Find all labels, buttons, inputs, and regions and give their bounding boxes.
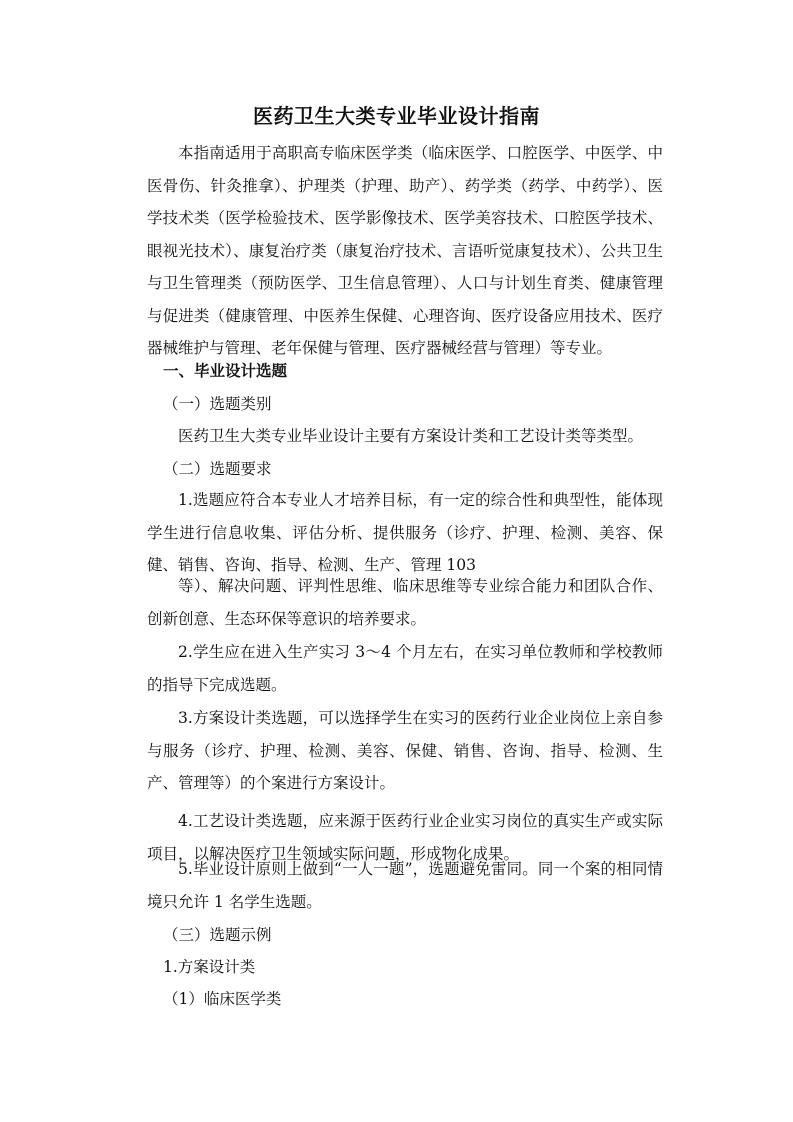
subsection-heading-topic-category: （一）选题类别 <box>163 395 272 413</box>
example-heading-plan-design: 1.方案设计类 <box>163 958 256 976</box>
subsection-heading-topic-requirements: （二）选题要求 <box>163 460 272 478</box>
example-subheading-clinical-medicine: （1）临床医学类 <box>163 990 282 1008</box>
requirement-3: 3.方案设计类选题，可以选择学生在实习的医药行业企业岗位上亲自参与服务（诊疗、护理、检测、美容、保健、销售、咨询、指导、检测、生产、管理等）的个案进行方案设计。 <box>147 709 663 792</box>
requirement-5: 5.毕业设计原则上做到“一人一题”，选题避免雷同。同一个案的相同情境只允许 1 名学生选题。 <box>147 860 663 911</box>
subsection-heading-topic-examples: （三）选题示例 <box>163 926 272 944</box>
intro-paragraph: 本指南适用于高职高专临床医学类（临床医学、口腔医学、中医学、中医骨伤、针灸推拿）、护理类（护理、助产）、药学类（药学、中药学）、医学技术类（医学检验技术、医学影像技术、医学美容技术、口腔医学技术、眼视光技术）、康复治疗类（康复治疗技术、言语听觉康复技术）、公共卫生与卫生管理类（预防医学、卫生信息管理）、人口与计划生育类、健康管理与促进类（健康管理、中医养生保健、心理咨询、医疗设备应用技术、医疗器械维护与管理、老年保健与管理、医疗器械经营与管理）等专业。 <box>147 144 663 357</box>
requirement-2: 2.学生应在进入生产实习 3～4 个月左右，在实习单位教师和学校教师的指导下完成选题。 <box>147 643 663 694</box>
requirement-1-part-2: 等）、解决问题、评判性思维、临床思维等专业综合能力和团队合作、创新创意、生态环保等意识的培养要求。 <box>147 577 663 628</box>
topic-category-text: 医药卫生大类专业毕业设计主要有方案设计类和工艺设计类等类型。 <box>178 427 644 445</box>
requirement-1-part-1: 1.选题应符合本专业人才培养目标，有一定的综合性和典型性，能体现学生进行信息收集、评估分析、提供服务（诊疗、护理、检测、美容、保健、销售、咨询、指导、检测、生产、管理 103 <box>147 491 663 574</box>
document-title: 医药卫生大类专业毕业设计指南 <box>253 104 540 128</box>
section-heading-topic-selection: 一、毕业设计选题 <box>163 362 288 380</box>
requirement-4: 4.工艺设计类选题，应来源于医药行业企业实习岗位的真实生产或实际项目，以解决医疗卫生领域实际问题，形成物化成果。 <box>147 812 663 863</box>
